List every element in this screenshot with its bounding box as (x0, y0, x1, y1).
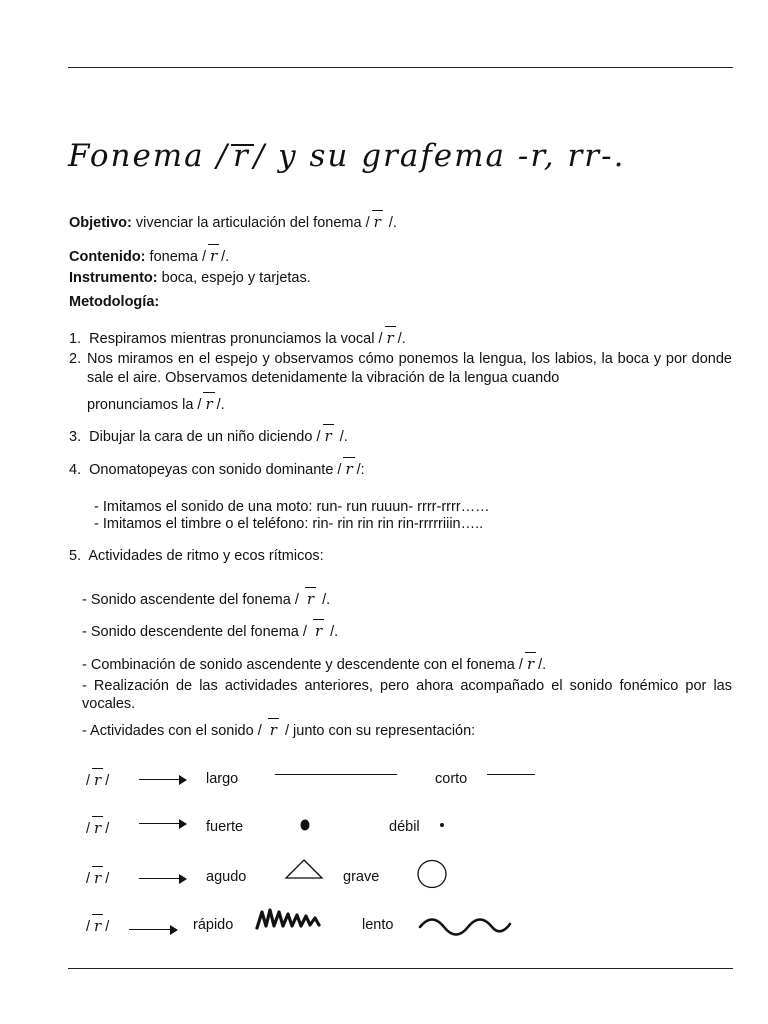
contenido-label: Contenido: (69, 249, 146, 265)
phoneme-symbol: r (371, 213, 384, 231)
label-largo: largo (206, 771, 239, 787)
phoneme-symbol: r (342, 460, 355, 478)
ritmo-end: /. (538, 657, 547, 673)
arrow-icon (139, 878, 185, 879)
item-text: Dibujar la cara de un niño diciendo / (89, 429, 321, 445)
label-lento: lento (362, 917, 394, 933)
item-3 (69, 427, 348, 445)
objetivo-text: vivenciar la articulación del fonema / (135, 215, 370, 231)
item-text: pronunciamos la / (87, 397, 202, 413)
circle-icon (415, 858, 449, 890)
slash: / (105, 773, 110, 789)
contenido-line (69, 247, 229, 265)
item-end: /. (339, 429, 348, 445)
phoneme-symbol: r (91, 917, 104, 935)
phoneme-tag (86, 819, 109, 837)
short-line (487, 774, 535, 775)
item-2-tail (87, 395, 225, 413)
ritmo-combinacion (82, 655, 546, 673)
phoneme-symbol: r (91, 771, 104, 789)
top-rule (68, 67, 733, 68)
label-agudo: agudo (206, 869, 247, 885)
phoneme-symbol: r (304, 590, 317, 608)
ritmo-text: - Sonido ascendente del fonema / (82, 592, 299, 608)
phoneme-symbol: r (207, 247, 220, 265)
item-end: /. (397, 331, 406, 347)
item-number: 4. (69, 462, 82, 478)
item-number: 2. (69, 351, 82, 367)
slash: / (105, 919, 110, 935)
label-fuerte: fuerte (206, 819, 244, 835)
item-2 (69, 350, 732, 388)
ritmo-ascendente (82, 590, 330, 608)
phoneme-symbol: r (322, 427, 335, 445)
arrow-icon (129, 929, 176, 930)
phoneme-tag (86, 771, 109, 789)
objetivo-label: Objetivo: (69, 215, 132, 231)
slash: / (105, 871, 110, 887)
contenido-text: fonema / (149, 249, 206, 265)
onomatopeya-moto: - Imitamos el sonido de una moto: run- run ruuun- rrrr-rrrr…… (94, 499, 490, 515)
fast-zigzag-icon (255, 906, 325, 932)
instrumento-label: Instrumento: (69, 270, 158, 286)
label-grave: grave (343, 869, 380, 885)
phoneme-symbol: r (267, 721, 280, 739)
label-corto: corto (435, 771, 468, 787)
ritmo-descendente (82, 622, 338, 640)
page-title (68, 138, 708, 174)
slash: / (86, 773, 91, 789)
title-phoneme: r (229, 138, 254, 174)
label-debil: débil (389, 819, 420, 835)
objetivo-line (69, 213, 397, 231)
item-4 (69, 460, 365, 478)
item-text: Onomatopeyas con sonido dominante / (89, 462, 342, 478)
phoneme-symbol: r (202, 395, 215, 413)
small-dot-icon (438, 821, 446, 829)
item-end: /. (216, 397, 225, 413)
phoneme-symbol: r (384, 329, 397, 347)
slash: / (86, 821, 91, 837)
instrumento-text: boca, espejo y tarjetas. (161, 270, 311, 286)
slash: / (105, 821, 110, 837)
long-line (275, 774, 397, 775)
item-end: /: (356, 462, 365, 478)
onomatopeya-timbre: - Imitamos el timbre o el teléfono: rin- rin rin rin rin-rrrrriiin….. (94, 516, 484, 532)
metodologia-label: Metodología: (69, 294, 160, 310)
ritmo-end: /. (322, 592, 331, 608)
ritmo-text: - Combinación de sonido ascendente y descendente con el fonema / (82, 657, 523, 673)
item-number: 1. (69, 331, 82, 347)
item-number: 3. (69, 429, 82, 445)
ritmo-end: / junto con su representación: (284, 723, 476, 739)
big-dot-icon (299, 818, 311, 832)
title-prefix: Fonema / (68, 138, 229, 174)
arrow-icon (139, 779, 185, 780)
slow-wave-icon (418, 914, 512, 940)
triangle-icon (284, 858, 324, 880)
item-5 (69, 548, 324, 564)
item-2-body: Nos miramos en el espejo y observamos cómo ponemos la lengua, los labios, la boca y por donde sale el aire. Observamos detenidamente la vibración de la lengua cuando (87, 351, 732, 386)
phoneme-symbol: r (91, 869, 104, 887)
title-suffix: / y su grafema -r, rr-. (253, 138, 626, 174)
item-1 (69, 329, 406, 347)
phoneme-tag (86, 869, 109, 887)
ritmo-text: - Actividades con el sonido / (82, 723, 262, 739)
arrow-icon (139, 823, 185, 824)
label-rapido: rápido (193, 917, 234, 933)
slash: / (86, 919, 91, 935)
item-text: Actividades de ritmo y ecos rítmicos: (88, 548, 324, 564)
item-number: 5. (69, 548, 82, 564)
ritmo-text: - Sonido descendente del fonema / (82, 624, 307, 640)
phoneme-symbol: r (91, 819, 104, 837)
phoneme-symbol: r (312, 622, 325, 640)
ritmo-end: /. (330, 624, 339, 640)
ritmo-realizacion: - Realización de las actividades anteriores, pero ahora acompañado el sonido fonémico por las vocales. (82, 678, 732, 712)
contenido-end: /. (221, 249, 230, 265)
ritmo-representacion (82, 721, 475, 739)
slash: / (86, 871, 91, 887)
phoneme-tag (86, 917, 109, 935)
phoneme-symbol: r (524, 655, 537, 673)
bottom-rule (68, 968, 733, 969)
objetivo-end: /. (388, 215, 397, 231)
metodologia-line (69, 294, 159, 310)
instrumento-line (69, 270, 311, 286)
item-text: Respiramos mientras pronunciamos la vocal / (89, 331, 383, 347)
